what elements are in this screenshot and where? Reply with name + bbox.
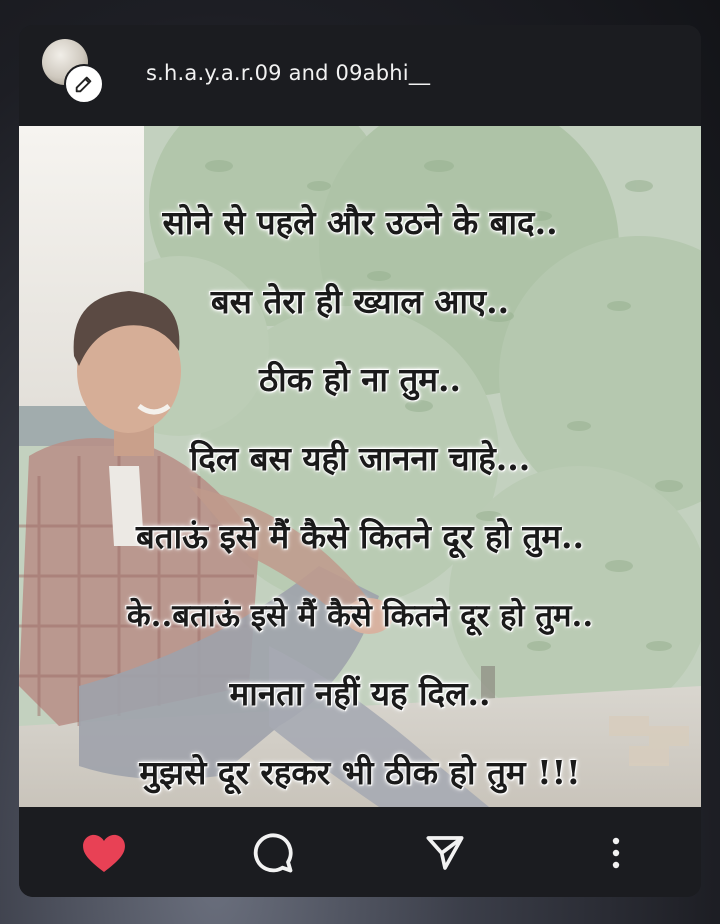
poem-line: बस तेरा ही ख्याल आए.. bbox=[210, 281, 510, 321]
post-image[interactable] bbox=[19, 126, 701, 807]
heart-icon[interactable] bbox=[81, 833, 127, 873]
post-username[interactable]: s.h.a.y.a.r.09 and 09abhi__ bbox=[146, 61, 431, 85]
poem-line: मुझसे दूर रहकर भी ठीक हो तुम !!! bbox=[139, 752, 581, 792]
poem-line: मानता नहीं यह दिल.. bbox=[229, 674, 491, 713]
comment-icon[interactable] bbox=[251, 832, 295, 874]
poem-line: सोने से पहले और उठने के बाद.. bbox=[162, 203, 558, 242]
poem-line: दिल बस यही जानना चाहे... bbox=[189, 438, 531, 478]
edit-icon[interactable] bbox=[64, 64, 104, 104]
more-vertical-icon[interactable] bbox=[611, 836, 621, 870]
post-header bbox=[19, 25, 701, 126]
comment-button[interactable] bbox=[249, 833, 297, 873]
share-button[interactable] bbox=[421, 833, 469, 873]
poem-line: ठीक हो ना तुम.. bbox=[259, 360, 461, 399]
post-card bbox=[19, 25, 701, 897]
send-icon[interactable] bbox=[423, 833, 467, 873]
action-bar bbox=[19, 807, 701, 897]
more-options-button[interactable] bbox=[592, 833, 640, 873]
poem-line: बताऊं इसे मैं कैसे कितने दूर हो तुम.. bbox=[135, 517, 585, 556]
collab-avatar[interactable] bbox=[42, 39, 92, 89]
poem-line: के..बताऊं इसे मैं कैसे कितने दूर हो तुम.. bbox=[126, 597, 594, 634]
like-button[interactable] bbox=[80, 833, 128, 873]
poem-text bbox=[19, 201, 701, 807]
